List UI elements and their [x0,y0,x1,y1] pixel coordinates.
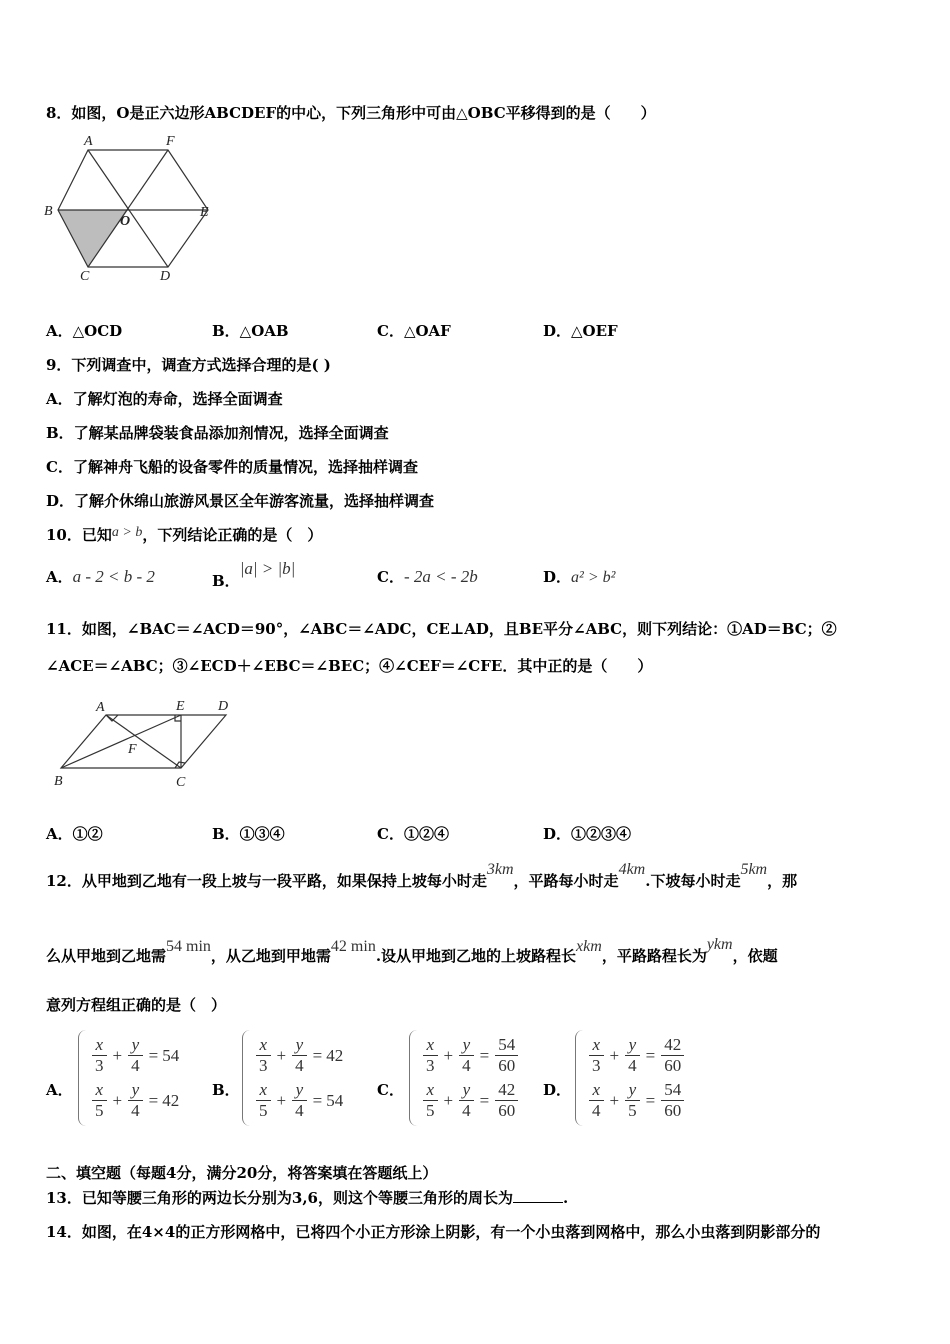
label-C: C [176,775,186,790]
answer-blank [513,1202,563,1203]
q8-option-b: B．△OAB [212,322,289,340]
q12-option-c-system: $\frac{x}{3}$ + $\frac{y}{4}$ = $\frac{54}{60}$ $\frac{x}{5}$ + $\frac{y}{4}$ = $\frac{42}{60}$ [409,1030,520,1126]
q11-stem-line2: ∠ACE＝∠ABC；③∠ECD＋∠EBC＝∠BEC；④∠CEF＝∠CFE．其中正的是（ ） [46,657,653,675]
label-E: E [176,699,185,714]
q11-option-c: C．①②④ [377,825,449,843]
q11-option-a: A．①② [46,825,103,843]
q12-option-b-label: B． [212,1081,240,1099]
label-D: D [218,699,229,714]
q10-option-a: A．a - 2 < b - 2 [46,567,155,586]
q9-option-d: D．了解介休绵山旅游风景区全年游客流量，选择抽样调查 [46,492,435,510]
q14-stem: 14．如图，在4×4的正方形网格中，已将四个小正方形涂上阴影，有一个小虫落到网格中，那么小虫落到阴影部分的 [46,1223,821,1241]
q12-option-b-system: $\frac{x}{3}$ + $\frac{y}{4}$ = 42 $\frac{x}{5}$ + $\frac{y}{4}$ = 54 [242,1030,343,1126]
q11-option-b: B．①③④ [212,825,285,843]
parallelogram-figure [46,693,246,793]
q10-condition: a > b [111,525,143,540]
label-C: C [80,269,90,282]
q8-option-d: D．△OEF [543,322,618,340]
section-heading: 二、填空题（每题4分，满分20分，将答案填在答题纸上） [46,1164,438,1182]
q10-option-d: D．a² > b² [543,568,616,586]
q13-stem: 13．已知等腰三角形的两边长分别为3,6，则这个等腰三角形的周长为 . [46,1189,569,1207]
label-A: A [96,700,105,715]
label-B: B [44,204,53,219]
q9-stem: 9．下列调查中，调查方式选择合理的是( ) [46,356,331,374]
q10-option-c: C．- 2a < - 2b [377,567,478,586]
q12-stem-line3: 意列方程组正确的是（ ） [46,996,227,1014]
q12-option-c-label: C． [377,1081,404,1099]
label-F: F [166,134,175,149]
q12-option-a-label: A． [46,1081,73,1099]
hexagon-figure [40,130,220,282]
q11-option-d: D．①②③④ [543,825,632,843]
q12-stem-line2: 么从甲地到乙地需54 min，从乙地到甲地需42 min.设从甲地到乙地的上坡路程长xkm，平路路程长为ykm，依题 [46,936,778,965]
label-O: O [120,214,131,229]
q10-option-b: B．|a| > |b| [212,559,296,590]
q9-option-c: C．了解神舟飞船的设备零件的质量情况，选择抽样调查 [46,458,418,476]
q8-stem: 8．如图，O是正六边形ABCDEF的中心，下列三角形中可由△OBC平移得到的是（ ） [46,104,656,122]
q10-stem: 10．已知a > b，下列结论正确的是（ ） [46,525,323,544]
q9-option-a: A．了解灯泡的寿命，选择全面调查 [46,390,283,408]
q12-stem-line1: 12．从甲地到乙地有一段上坡与一段平路，如果保持上坡每小时走3km，平路每小时走4km.下坡每小时走5km，那 [46,861,798,890]
label-B: B [54,774,63,789]
q12-option-a-system: $\frac{x}{3}$ + $\frac{y}{4}$ = 54 $\frac{x}{5}$ + $\frac{y}{4}$ = 42 [78,1030,179,1126]
q8-option-a: A．△OCD [46,322,123,340]
label-D: D [160,269,171,282]
q8-option-c: C．△OAF [377,322,451,340]
q11-stem-line1: 11．如图，∠BAC＝∠ACD＝90°，∠ABC＝∠ADC，CE⊥AD，且BE平分∠ABC，则下列结论：①AD＝BC；② [46,620,837,638]
q12-option-d-system: $\frac{x}{3}$ + $\frac{y}{4}$ = $\frac{42}{60}$ $\frac{x}{4}$ + $\frac{y}{5}$ = $\frac{54}{60}$ [575,1030,686,1126]
label-E: E [200,205,209,220]
label-A: A [84,134,93,149]
q12-option-d-label: D． [543,1081,572,1099]
shaded-triangle-obc [58,210,131,267]
label-F: F [128,742,137,757]
q9-option-b: B．了解某品牌袋装食品添加剂情况，选择全面调查 [46,424,389,442]
